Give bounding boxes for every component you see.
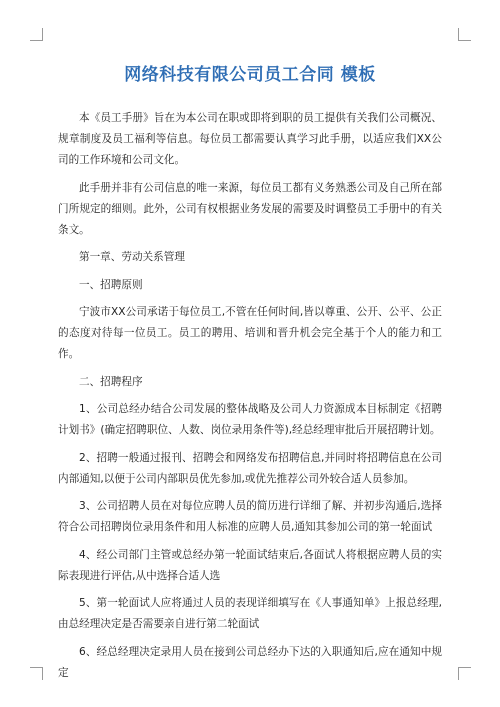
crop-mark-bottom-right [458,667,471,680]
section-heading-recruitment-procedure: 二、招聘程序 [79,375,143,388]
intro-paragraph-2: 此手册并非有公司信息的唯一来源，每位员工都有义务熟悉公司及自己所在部门所规定的细则。此外，公司有权根据业务发展的需要及时调整员工手册中的有关条文。 [58,181,442,236]
document-title: 网络科技有限公司员工合同 模板 [124,65,376,85]
procedure-item-6: 6、经总经理决定录用人员在接到公司总经办下达的入职通知后,应在通知中规定 [58,645,442,679]
recruitment-principle-paragraph: 宁波市XX公司承诺于每位员工,不管在任何时间,皆以尊重、公开、公平、公正的态度对待每一位员工。员工的聘用、培训和晋升机会完全基于个人的能力和工作。 [58,306,442,360]
crop-mark-top-right [458,28,471,41]
procedure-item-4: 4、经公司部门主管或总经办第一轮面试结束后,各面试人将根据应聘人员的实际表现进行评估,从中选择合适人选 [58,548,442,582]
procedure-item-5: 5、第一轮面试人应将通过人员的表现详细填写在《人事通知单》上报总经理,由总经理决定是否需要亲自进行第二轮面试 [58,597,442,630]
procedure-item-2: 2、招聘一般通过报刊、招聘会和网络发布招聘信息,并同时将招聘信息在公司内部通知,以便于公司内部职员优先参加,或优先推荐公司外较合适人员参加。 [58,451,442,485]
crop-mark-bottom-left [30,667,43,680]
document-page [58,62,442,690]
procedure-item-3: 3、公司招聘人员在对每位应聘人员的简历进行详细了解、并初步沟通后,选择符合公司招聘岗位录用条件和用人标准的应聘人员,通知其参加公司的第一轮面试 [58,500,442,533]
chapter-heading: 第一章、劳动关系管理 [79,251,185,263]
intro-paragraph-1: 本《员工手册》旨在为本公司在职或即将到职的员工提供有关我们公司概况、规章制度及员工福利等信息。每位员工都需要认真学习此手册，以适应我们XX公司的工作环境和公司文化。 [58,112,442,166]
section-heading-recruitment-principle: 一、招聘原则 [79,278,143,291]
procedure-item-1: 1、公司总经办结合公司发展的整体战略及公司人力资源成本目标制定《招聘计划书》(确定招聘职位、人数、岗位录用条件等),经总经理审批后开展招聘计划。 [58,403,442,436]
crop-mark-top-left [30,28,43,41]
